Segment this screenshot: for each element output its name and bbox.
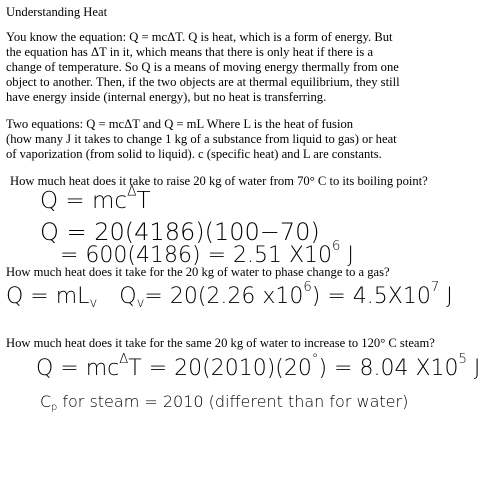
q1-work-line2: Q = 20(4186)(100−70): [40, 218, 320, 246]
question-1: How much heat does it take to raise 20 kg of water from 70° C to its boiling point?: [10, 174, 428, 188]
q2-work-line: $Q = mL_v$ $Q_v= 20(2.26$ $x10^6) = 4.5X10^7$ J: [6, 280, 453, 311]
equations-line: Two equations: Q = mcΔT and Q = mL Where L is the heat of fusion: [6, 117, 354, 131]
q3-note: $C_p$ for steam = 2010 (different than for water): [40, 392, 409, 413]
equations-line: (how many J it takes to change 1 kg of a substance from liquid to gas) or heat: [6, 132, 397, 146]
q1-work-line3: = 600(4186) = 2.51 $X10^6$ J: [60, 239, 354, 268]
intro-line: the equation has ΔT in it, which means that there is only heat if there is a: [6, 45, 374, 59]
equations-line: of vaporization (from solid to liquid). c (specific heat) and L are constants.: [6, 147, 382, 161]
intro-line: change of temperature. So Q is a means of moving energy thermally from one: [6, 60, 399, 74]
q3-work-line: $Q = mc^\Delta T = 20(2010)(20^\circ) = 8.04$ $X10^5$ J: [36, 352, 480, 381]
question-3: How much heat does it take for the same 20 kg of water to increase to 120° C steam?: [6, 336, 435, 350]
intro-line: You know the equation: Q = mcΔT. Q is heat, which is a form of energy. But: [6, 30, 393, 44]
question-2: How much heat does it take for the 20 kg of water to phase change to a gas?: [6, 265, 390, 279]
q1-work-line1: $Q = mc^\Delta T$: [40, 183, 151, 214]
intro-line: have energy inside (internal energy), but no heat is transferring.: [6, 90, 327, 104]
intro-line: object to another. Then, if the two objects are at thermal equilibrium, they still: [6, 75, 400, 89]
page-title: Understanding Heat: [6, 5, 108, 19]
